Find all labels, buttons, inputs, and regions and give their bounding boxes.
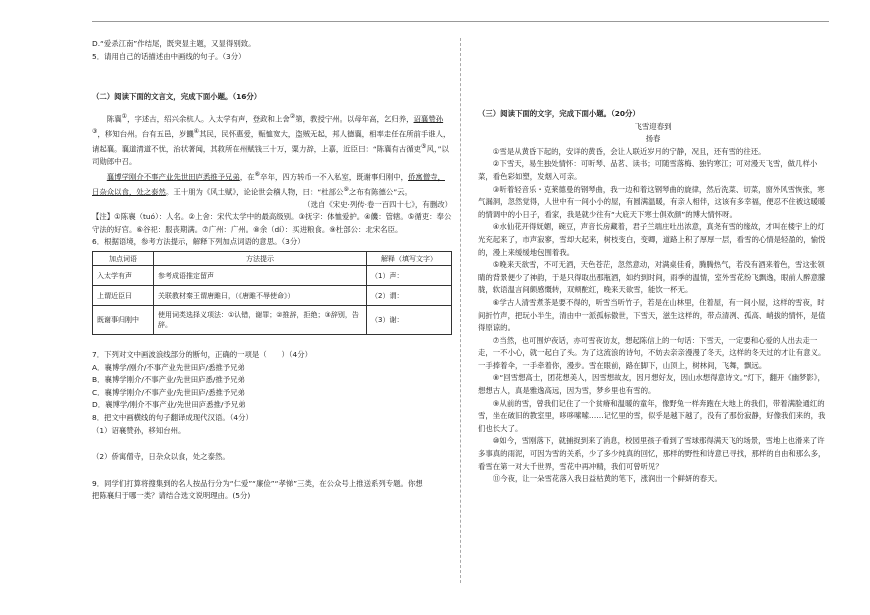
table-header-cell: 方法提示 — [154, 252, 367, 266]
article-para: ⑪今夜，让一朵雪花落入我日益枯黄的笔下，涨润出一个鲜妍的春天。 — [492, 474, 722, 484]
table-cell: 参考成语推定留声 — [154, 266, 367, 286]
table-header-cell: 解释（填写文字） — [367, 252, 452, 266]
left-column — [92, 38, 452, 503]
table-cell: 上谓近臣曰 — [93, 286, 154, 306]
table-row — [93, 286, 452, 306]
column-divider — [460, 38, 461, 583]
question-6: 6．根据语境，参考方法提示，解释下列加点词语的意思。（3分） — [92, 237, 305, 247]
article-para: ⑥学古人清雪煮茶是要不得的，听雪当听竹子，若是在山林里，住着屋，有一间小屋，这样的雪夜，时间折竹声，把玩小半生，清由中一派孤标傲世，下雪天，滋生这样的，带点清冽、孤高、峭拔的情怀，是值得原谅的。 — [478, 297, 826, 333]
question-8: 8．把文中画横线的句子翻译成现代汉语。（4分） — [92, 413, 253, 423]
footnote: 【注】①陈襄（tuó）：人名。②上舍：宋代太学中的最高级别。③抚字：体恤爱护。④饑：管辖。⑤循吏：奉公守法的好官。⑥谷祀：服丧期满。⑦广州：广州。⑧余（dí）：买进粮食。⑨杜部公：北宋名臣。 — [92, 212, 452, 234]
table-header-row — [93, 252, 452, 266]
section-3-title: （三）阅读下面的文字，完成下面小题。（20分） — [478, 109, 640, 118]
table-row — [93, 266, 452, 286]
article-title: 飞雪迎春到 — [634, 121, 672, 131]
table-cell: 使用词类选择义项法：①认错，谢罪；②推辞，拒绝；③辞别，告辞。 — [154, 306, 367, 335]
table-cell: （2）谓： — [367, 286, 452, 306]
table-cell: 关联教材秦王谓唐雎曰，（《唐雎不辱使命》） — [154, 286, 367, 306]
classical-para-2: 襄博学刚介不事产业先世田庐悉推予兄弟，在⑥卒年，四方转币一不入私室，既谢事归刚中，侨寓僧寺，日杂众以食，处之泰然。王十朋为《风土赋》，论论世会稽人物，曰：“杜部公⑨之布有陈德公”云。 — [92, 170, 445, 197]
q7-option-d: D．襄博学/刚介不事产业/先世田庐悉推/予兄弟 — [92, 400, 246, 410]
article-para: ①雪是从黄昏下起的，安详的黄昏，会让人联近岁月的宁静，况且，还有雪的往还。 — [492, 146, 766, 156]
article-para: ④水仙花开得妩媚，碗豆，声音长房藏着，君子兰端庄吐出浓意，真尧有雪的缘故，才叫在楼宇上的灯光充起来了，市声寂寥，雪却大起来，树枝变白，变卿，道路上积了厚厚一层，看雪的心情是轻盈的，愉悦的，漫上来缓缓地包围着我。 — [478, 222, 826, 257]
question-7: 7．下列对文中画波浪线部分的断句，正确的一项是（ ）（4分） — [92, 350, 313, 360]
q8-item-1: （1）诏襄赞孙，移知台州。 — [92, 425, 186, 435]
section-2-title: （二）阅读下面的文言文，完成下面小题。（16分） — [92, 92, 262, 102]
right-column — [478, 38, 828, 486]
q7-option-b: B．襄博学刚介/不事产业/先世田庐悉/推予兄弟 — [92, 375, 245, 385]
article-para: ⑧“回雪想高士，团花想美人，因雪想故友，因月想好友，因山水想得意诗文。”灯下，翻开《幽梦影》，想想古人，真是雅逸高远，因为雪，梦乡里也有雪的。 — [478, 373, 825, 396]
table-cell: 既谢事归刚中 — [93, 306, 154, 335]
prev-option-d: D.“爱杀江南”作结尾，既突显主题，又显得别致。 — [92, 39, 256, 48]
article-para: ③听着轻音乐・克莱德曼的钢琴曲，我一边和着这钢琴曲的旋律，然后洗菜、切菜，窗外风雪恢张，寒气漏洞，忽然觉得，人世中有一间小小的屋，有圆满温暖，有亲人相伴，这该有多幸福，便忍不住被这暖暖的情调中的小日子，看家，我是就少往有“大庇天下寒士俱欢颜”的博大情怀呀。 — [478, 184, 826, 219]
q6-table — [92, 251, 452, 335]
table-cell: （3）谢： — [367, 306, 452, 335]
header-rule — [92, 21, 829, 22]
article-para: ⑨从前的雪，曾我们记住了一个贫瘠和温暖的童年，像野兔一样奔跑在大地上的我们，带着满脸通红的雪，坐在破旧的教室里，哆哆嗦嗦……记忆里的雪，似乎是越下越了，没有了那份寂静，好像我们来的，我们也长大了。 — [478, 398, 826, 433]
question-5: 5．请用自己的话描述由中画线的句子。（3分） — [92, 51, 246, 61]
question-9-line-2: 把陈襄归于哪一类？请结合选文说明理由。(5分) — [92, 491, 251, 501]
table-header-cell: 加点词语 — [93, 252, 154, 266]
article-author: 扬春 — [645, 134, 661, 144]
q7-option-c: C．襄博学刚介/不事产业/先世田庐/悉推予兄弟 — [92, 387, 246, 397]
q7-option-a: A．襄博学/刚介/不事产业先世田庐/悉推予兄弟 — [92, 362, 245, 372]
question-9-line-1: 9．同学们打算将搜集到的名人按品行分为“仁爱”“廉俭”“孝悌”三类，在公众号上推送系列专题。你想 — [92, 478, 423, 488]
article-para: ⑤晚来天欲雪，不可无酒，天色苍茫，忽然意动，对满桌佳肴，腾腾热气，若没有酒来着色，雪这张领睛的背景便少了神韵，于是只得取出那瓶酒，如约到时间，雨季的温情，室外雪花纷飞飘逸，眼前人醉意朦胧，软语温言间颇感慨转，双颊酡红，晚来天欲雪，能饮一杯无。 — [478, 260, 826, 295]
source-citation: （选自《宋史·列传·卷一百四十七》，有删改） — [303, 199, 452, 209]
article-para: ⑦当然，也可围炉夜话，亦可雪夜访友，想起陈信上的一句话：下雪天，一定要和心爱的人出去走一走，一不小心，就一起白了头。为了这流浪的诗句，不妨去亲亲漫漫了冬天，这样的冬天过的才让有意义。一手捧着伞，一手牵着你，漫步。雪在眼前，路在脚下，山顶上，树林间，飞舞，飘远。 — [478, 335, 826, 370]
table-row — [93, 306, 452, 335]
q8-item-2: （2）侨寓僧寺，日杂众以食，处之泰然。 — [92, 452, 230, 462]
table-cell: （1）声： — [367, 266, 452, 286]
article-para: ②下雪天，易生独处情怀：可听琴、品茗、读书；可随雪落梅、独钓寒江；可对漫天飞雪，做几样小菜，看色彩如塑，发烟入可亲。 — [478, 159, 818, 181]
classical-para-1: 陈襄①，字述古，绍兴余杭人。入太学有声，登政和上舍②第，教授宁州。以母年高，乞归养，诏襄赞孙③，移知台州。台有五邑，岁饑④其民，民怀惠爱，赈恤宽大，盗贼无起，邦人德襄，相率走任在所前手谁人，请起襄。襄道清道不忧，治状著闻，其救所在州赋钱三十万，粟力辞，上嘉，近臣曰：“陈襄有古循吏⑤风，”以司勋郎中召。 — [92, 112, 451, 166]
table-cell: 入太学有声 — [93, 266, 154, 286]
article-para: ⑩如今，雪刚落下，就捕捉到来了消息，校园里孩子看到了雪球那得满天飞的场景，雪地上也滑来了许多事真的雨泥，可因为雪的关系，少了多少纯真的回忆，那样的野性和诗意已寻找，那样的自由和那么多，看雪在第一对大千世界，雪花中再冲精，我们可曾听见？ — [478, 436, 826, 471]
